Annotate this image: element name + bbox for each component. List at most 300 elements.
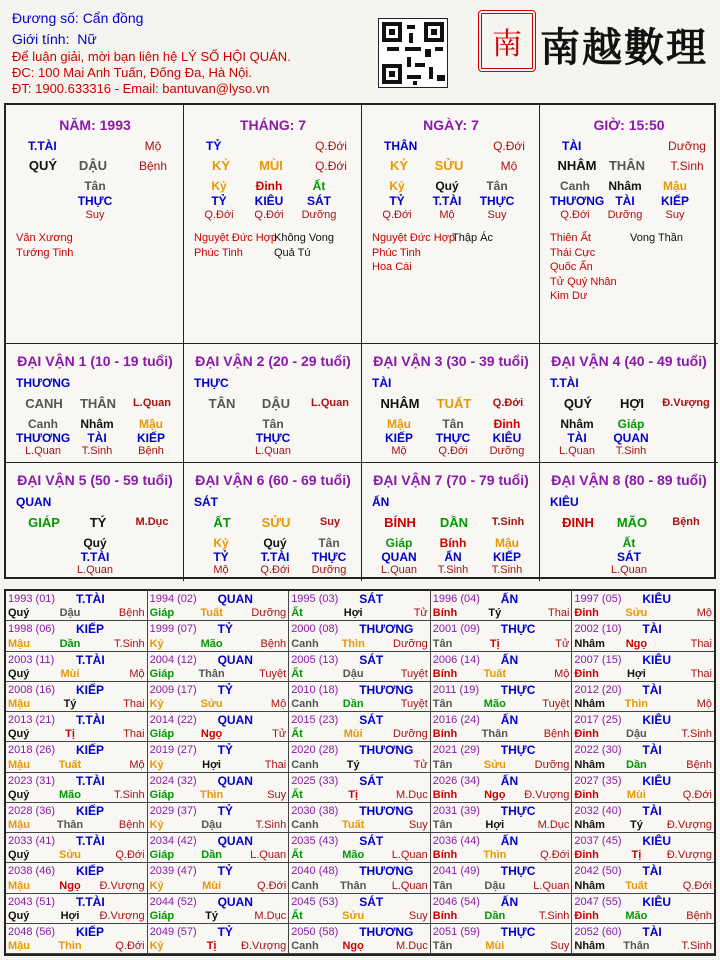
dai-van-6 — [184, 462, 362, 581]
year-chi: Sửu — [483, 758, 506, 771]
hidden-ts: L.Quan — [76, 564, 114, 576]
hidden-ts: T.Sinh — [615, 445, 647, 457]
year-row — [8, 728, 145, 740]
truong-sinh-chi: Mộ — [500, 159, 518, 173]
year-can: Tân — [432, 698, 453, 710]
year-cell — [289, 712, 431, 742]
dai-van-ts: T.Sinh — [491, 516, 525, 528]
year-cell — [431, 863, 573, 893]
year-ts: Tử — [555, 637, 570, 650]
year-cell — [6, 863, 148, 893]
year-cell — [6, 591, 148, 621]
year-ts: Đ.Vượng — [666, 819, 712, 831]
year-chi: Dậu — [626, 728, 647, 741]
year-than: KIẾP — [76, 924, 105, 939]
year-ts: Mộ — [554, 667, 570, 680]
year-label: 1997 (05) — [574, 593, 622, 605]
year-row — [574, 789, 712, 801]
dia-chi: SỬU — [434, 158, 464, 173]
year-can: Nhâm — [574, 637, 605, 650]
year-cell — [6, 773, 148, 803]
dai-van-title: ĐẠI VẬN 3 (30 - 39 tuổi) — [373, 353, 529, 369]
year-cell — [6, 652, 148, 682]
hidden-than: TỶ — [211, 194, 227, 208]
year-can: Kỷ — [149, 637, 164, 650]
year-than: THỰC — [500, 864, 536, 879]
year-ts: Đ.Vượng — [666, 849, 712, 862]
year-chi: Sửu — [625, 607, 648, 620]
year-than: THỰC — [500, 803, 536, 818]
hidden-can: Tân — [486, 179, 508, 193]
year-than: TỶ — [217, 682, 233, 697]
year-can: Quý — [8, 909, 30, 922]
dai-van-ts: Bệnh — [672, 516, 700, 528]
year-can: Canh — [291, 637, 319, 650]
year-chi: Mão — [200, 637, 223, 650]
year-row — [291, 638, 428, 650]
year-cell — [148, 894, 290, 924]
year-row — [8, 638, 145, 650]
than-sat-star: Nguyệt Đức Hợp — [372, 232, 456, 244]
hidden-than: TỶ — [389, 194, 405, 208]
year-than: TỶ — [217, 622, 233, 637]
than-sat-star: Nguyệt Đức Hợp — [194, 232, 278, 244]
year-label: 2048 (56) — [8, 925, 56, 938]
truong-sinh-top: Mộ — [144, 139, 162, 153]
year-ts: L.Quan — [533, 879, 570, 892]
year-label: 2010 (18) — [291, 683, 339, 696]
year-cell — [148, 682, 290, 712]
year-than: SÁT — [359, 773, 384, 788]
year-cell — [431, 652, 573, 682]
year-ts: Thai — [547, 607, 570, 620]
year-can: Ất — [291, 667, 303, 680]
year-cell — [6, 803, 148, 833]
year-ts: Đ.Vượng — [241, 940, 287, 952]
year-chi: Dậu — [201, 819, 222, 831]
year-can: Ất — [291, 728, 303, 741]
than-sat-star: Văn Xương — [16, 232, 73, 244]
year-row — [8, 698, 145, 710]
hidden-ts: Q.Đới — [560, 209, 590, 221]
year-ts: L.Quan — [391, 849, 428, 862]
year-ts: Mộ — [696, 698, 712, 710]
year-cell — [148, 773, 290, 803]
year-than: ẤN — [500, 713, 519, 727]
year-than: QUAN — [217, 592, 253, 606]
year-row — [150, 789, 287, 801]
dai-van-can: BÍNH — [384, 515, 416, 530]
year-label: 2027 (35) — [574, 774, 622, 787]
dai-van-title: ĐẠI VẬN 1 (10 - 19 tuổi) — [17, 353, 173, 369]
thien-can: QUÝ — [28, 158, 58, 173]
year-chi: Thìn — [483, 849, 507, 862]
year-than: TÀI — [642, 743, 662, 758]
year-can: Kỷ — [149, 758, 164, 771]
year-cell — [572, 621, 714, 651]
hidden-ts: L.Quan — [24, 445, 62, 457]
hidden-can: Mậu — [139, 417, 163, 431]
year-row — [8, 789, 145, 801]
year-can: Mậu — [8, 698, 30, 710]
year-cell — [6, 742, 148, 772]
year-than: KIÊU — [642, 773, 672, 788]
year-ts: Thai — [690, 637, 712, 650]
year-ts: Bệnh — [543, 728, 570, 741]
hidden-can: Quý — [435, 179, 459, 193]
hidden-ts: Dưỡng — [489, 445, 525, 457]
hidden-ts: Q.Đới — [382, 209, 412, 221]
year-can: Canh — [291, 698, 319, 710]
year-cell — [148, 591, 290, 621]
year-than: ẤN — [500, 834, 519, 848]
hidden-than: THỰC — [77, 194, 113, 208]
year-can: Giáp — [149, 788, 175, 801]
year-label: 2044 (52) — [149, 895, 197, 908]
dai-van-title: ĐẠI VẬN 5 (50 - 59 tuổi) — [17, 472, 173, 488]
year-cell — [431, 833, 573, 863]
year-cell — [572, 863, 714, 893]
year-cell — [148, 863, 290, 893]
hidden-ts: T.Sinh — [81, 445, 113, 457]
hidden-ts: L.Quan — [610, 564, 648, 576]
dai-van-chi: HỢI — [619, 396, 645, 411]
year-label: 2014 (22) — [149, 714, 197, 726]
year-label: 2016 (24) — [432, 714, 480, 726]
year-label: 1996 (04) — [432, 593, 480, 605]
year-row — [291, 668, 428, 680]
year-chi: Ngọ — [625, 637, 648, 650]
year-cell — [431, 803, 573, 833]
year-label: 2039 (47) — [149, 865, 197, 878]
than-sat-star: Thái Cực — [550, 246, 596, 259]
year-can: Đinh — [574, 788, 599, 801]
year-than: TỶ — [217, 803, 233, 818]
year-ts: M.Dục — [396, 940, 428, 952]
year-chi: Tuất — [58, 758, 82, 771]
dai-van-than: QUAN — [16, 495, 52, 509]
year-than: TÀI — [642, 622, 662, 637]
year-label: 2000 (08) — [291, 623, 339, 636]
year-cell — [289, 621, 431, 651]
hidden-than: SÁT — [617, 550, 641, 564]
year-row — [291, 789, 428, 801]
year-row — [150, 638, 287, 650]
dai-van-title: ĐẠI VẬN 6 (60 - 69 tuổi) — [195, 472, 351, 488]
truong-sinh-top: Q.Đới — [493, 139, 525, 153]
year-cell — [289, 803, 431, 833]
dai-van-than: ẤN — [372, 495, 390, 509]
year-ts: Bệnh — [686, 909, 712, 922]
hidden-can: Tân — [84, 179, 106, 193]
truong-sinh-chi: Bệnh — [138, 159, 168, 173]
year-chi: Hợi — [202, 758, 221, 771]
year-can: Ất — [291, 849, 303, 862]
year-chi: Mùi — [626, 788, 646, 801]
year-row — [433, 789, 570, 801]
year-cell — [6, 682, 148, 712]
hidden-than: TỶ — [213, 550, 229, 564]
year-label: 2009 (17) — [149, 683, 197, 696]
year-chi: Sửu — [342, 909, 365, 922]
year-row — [150, 940, 287, 952]
than-sat-star: Tướng Tinh — [16, 246, 74, 259]
year-label: 2001 (09) — [432, 623, 480, 636]
year-chi: Dần — [626, 758, 647, 771]
year-label: 2030 (38) — [291, 804, 339, 817]
year-label: 2041 (49) — [432, 865, 480, 878]
pillar-title: NĂM: 1993 — [59, 117, 131, 133]
brand-logo: 南越數理 — [540, 24, 708, 71]
hidden-than: TÀI — [567, 431, 587, 445]
hidden-ts: Dưỡng — [607, 209, 643, 221]
year-can: Kỷ — [149, 940, 164, 952]
hidden-than: THƯƠNG — [16, 431, 71, 445]
year-ts: M.Dục — [396, 788, 428, 801]
year-row — [433, 759, 570, 771]
dai-van-1 — [6, 343, 184, 462]
year-than: THƯƠNG — [359, 743, 414, 758]
thap-than-top: TÀI — [562, 139, 582, 153]
dai-van-ts: L.Quan — [311, 397, 349, 409]
dai-van-chi: MÃO — [616, 515, 648, 530]
year-cell — [6, 712, 148, 742]
hidden-than: T.TÀI — [80, 550, 110, 564]
hidden-can: Giáp — [385, 536, 413, 550]
hidden-than: QUAN — [381, 550, 417, 564]
year-label: 2013 (21) — [8, 714, 56, 726]
year-ts: L.Quan — [250, 849, 287, 862]
year-can: Mậu — [8, 637, 30, 650]
year-can: Tân — [432, 879, 453, 892]
year-can: Bính — [432, 909, 458, 922]
thien-can: NHÂM — [557, 158, 597, 173]
year-ts: Q.Đới — [682, 879, 712, 892]
hidden-than: TÀI — [615, 194, 635, 208]
year-ts: Đ.Vượng — [524, 788, 570, 801]
year-chi: Tuất — [483, 667, 506, 680]
year-than: KIẾP — [76, 682, 105, 697]
dai-van-can: ĐINH — [562, 515, 594, 530]
year-can: Tân — [432, 940, 453, 952]
year-cell — [148, 652, 290, 682]
year-can: Ất — [291, 788, 303, 801]
year-cell — [431, 591, 573, 621]
qr-code-icon — [378, 18, 448, 88]
year-chi: Mão — [59, 788, 81, 801]
dai-van-chi: TUẤT — [436, 396, 472, 411]
year-label: 2038 (46) — [8, 865, 56, 878]
year-ts: M.Dục — [254, 909, 287, 922]
year-label: 2022 (30) — [574, 744, 622, 757]
year-chi: Thìn — [58, 940, 82, 952]
year-ts: L.Quan — [391, 879, 428, 892]
year-cell — [431, 894, 573, 924]
year-than: KIÊU — [642, 592, 672, 606]
year-row — [574, 728, 712, 740]
hidden-ts: Q.Đới — [438, 445, 468, 457]
year-label: 2046 (54) — [432, 895, 480, 908]
year-label: 2036 (44) — [432, 835, 480, 847]
hidden-ts: Q.Đới — [260, 564, 290, 576]
year-row — [150, 819, 287, 831]
year-row — [8, 910, 145, 922]
year-row — [8, 607, 145, 619]
year-ts: Mộ — [129, 667, 145, 680]
year-can: Tân — [432, 637, 453, 650]
year-cell — [431, 712, 573, 742]
year-can: Tân — [432, 819, 453, 831]
year-label: 2035 (43) — [291, 835, 339, 847]
year-chi: Dần — [201, 849, 222, 862]
than-sat-star-2: Không Vong — [274, 232, 334, 244]
contact-line: Để luận giải, mời bạn liên hệ LÝ SỐ HỘI QUÁN. — [12, 49, 291, 64]
dai-van-can: GIÁP — [28, 515, 60, 530]
year-cell — [289, 773, 431, 803]
year-row — [574, 910, 712, 922]
year-grid — [4, 589, 716, 956]
year-chi: Mão — [625, 909, 648, 922]
year-row — [433, 698, 570, 710]
dai-van-title: ĐẠI VẬN 2 (20 - 29 tuổi) — [195, 353, 351, 369]
dia-chi: THÂN — [608, 158, 646, 173]
year-than: TỶ — [217, 924, 233, 939]
year-cell — [572, 712, 714, 742]
year-ts: Tuyệt — [400, 667, 428, 680]
year-ts: T.Sinh — [681, 940, 712, 952]
hidden-than: KIẾP — [492, 550, 521, 564]
than-sat-star: Tử Quý Nhân — [550, 275, 617, 288]
year-cell — [148, 712, 290, 742]
than-sat-star: Phúc Tinh — [372, 246, 421, 259]
dai-van-8 — [540, 462, 718, 581]
year-row — [574, 607, 712, 619]
year-row — [150, 668, 287, 680]
thien-can: KỶ — [389, 158, 409, 173]
year-label: 2032 (40) — [574, 804, 622, 817]
hidden-than: TÀI — [87, 431, 107, 445]
year-cell — [289, 652, 431, 682]
year-chi: Ngọ — [200, 728, 223, 741]
year-ts: Suy — [267, 788, 287, 801]
than-sat-star: Thiên Ất — [550, 232, 591, 244]
year-than: T.TÀI — [76, 713, 105, 727]
address-line: ĐC: 100 Mai Anh Tuấn, Đống Đa, Hà Nội. — [12, 65, 252, 80]
hidden-ts: L.Quan — [380, 564, 418, 576]
year-than: SÁT — [359, 894, 384, 909]
year-chi: Mùi — [202, 879, 222, 892]
year-can: Ất — [291, 909, 303, 922]
year-can: Canh — [291, 879, 319, 892]
hidden-can: Mậu — [495, 536, 519, 550]
hidden-ts: Mộ — [213, 564, 229, 576]
hidden-than: THỰC — [255, 431, 291, 445]
dai-van-7 — [362, 462, 540, 581]
hidden-can: Đinh — [255, 179, 283, 193]
year-can: Giáp — [149, 607, 175, 620]
than-sat-star: Quốc Ấn — [550, 261, 593, 273]
year-row — [291, 759, 428, 771]
phone-email-line: ĐT: 1900.633316 - Email: bantuvan@lyso.vn — [12, 81, 270, 96]
year-cell — [572, 682, 714, 712]
hidden-can: Mậu — [663, 179, 687, 193]
year-ts: T.Sinh — [114, 788, 145, 801]
year-label: 2040 (48) — [291, 865, 339, 878]
year-chi: Tị — [206, 940, 217, 952]
year-cell — [289, 863, 431, 893]
year-label: 2006 (14) — [432, 653, 480, 666]
dai-van-than: TÀI — [372, 376, 392, 390]
year-ts: Q.Đới — [115, 940, 145, 952]
year-ts: Thai — [123, 698, 145, 710]
year-cell — [431, 742, 573, 772]
year-ts: Dưỡng — [251, 607, 287, 620]
year-label: 2026 (34) — [432, 774, 480, 787]
year-chi: Tý — [629, 819, 643, 831]
year-chi: Tị — [489, 637, 500, 650]
year-label: 2021 (29) — [432, 744, 480, 757]
year-chi: Mùi — [60, 667, 80, 680]
year-can: Giáp — [149, 909, 175, 922]
year-chi: Thân — [56, 819, 84, 831]
year-can: Giáp — [149, 667, 175, 680]
year-row — [291, 849, 428, 861]
year-row — [433, 940, 570, 952]
dai-van-title: ĐẠI VẬN 8 (80 - 89 tuổi) — [551, 472, 707, 488]
year-than: KIẾP — [76, 622, 105, 637]
year-ts: Tuyệt — [542, 698, 570, 710]
year-row — [150, 759, 287, 771]
year-cell — [572, 742, 714, 772]
year-ts: T.Sinh — [538, 909, 570, 922]
year-chi: Dậu — [484, 879, 506, 892]
year-can: Nhâm — [574, 758, 605, 771]
year-cell — [289, 833, 431, 863]
hidden-can: Kỷ — [213, 536, 229, 550]
year-can: Nhâm — [574, 879, 605, 892]
year-chi: Mão — [483, 698, 506, 710]
thap-than-top: THÂN — [384, 139, 418, 153]
year-chi: Tý — [205, 909, 219, 922]
year-label: 2008 (16) — [8, 683, 56, 696]
dai-van-chi: THÂN — [79, 396, 117, 411]
year-can: Quý — [8, 667, 30, 680]
hidden-than: KIÊU — [254, 194, 284, 208]
year-row — [8, 759, 145, 771]
than-sat-star-2: Thập Ác — [452, 232, 493, 244]
year-row — [574, 638, 712, 650]
year-than: SÁT — [359, 713, 384, 727]
year-cell — [572, 924, 714, 954]
hidden-than: THỰC — [435, 431, 471, 445]
year-row — [291, 607, 428, 619]
hidden-ts: Suy — [85, 209, 105, 221]
year-chi: Thìn — [199, 788, 224, 801]
year-row — [291, 819, 428, 831]
year-chi: Thân — [623, 940, 650, 952]
hidden-than: T.TÀI — [260, 550, 290, 564]
hidden-ts: Bệnh — [138, 445, 164, 457]
hidden-can: Bính — [439, 536, 467, 550]
year-than: T.TÀI — [76, 592, 105, 606]
hidden-can: Nhâm — [80, 417, 114, 431]
chart-grid — [4, 103, 716, 579]
year-can: Đinh — [574, 849, 599, 862]
year-than: THƯƠNG — [359, 864, 414, 879]
dai-van-ts: L.Quan — [133, 397, 171, 409]
year-ts: Suy — [408, 819, 428, 831]
truong-sinh-chi: Q.Đới — [315, 159, 347, 173]
